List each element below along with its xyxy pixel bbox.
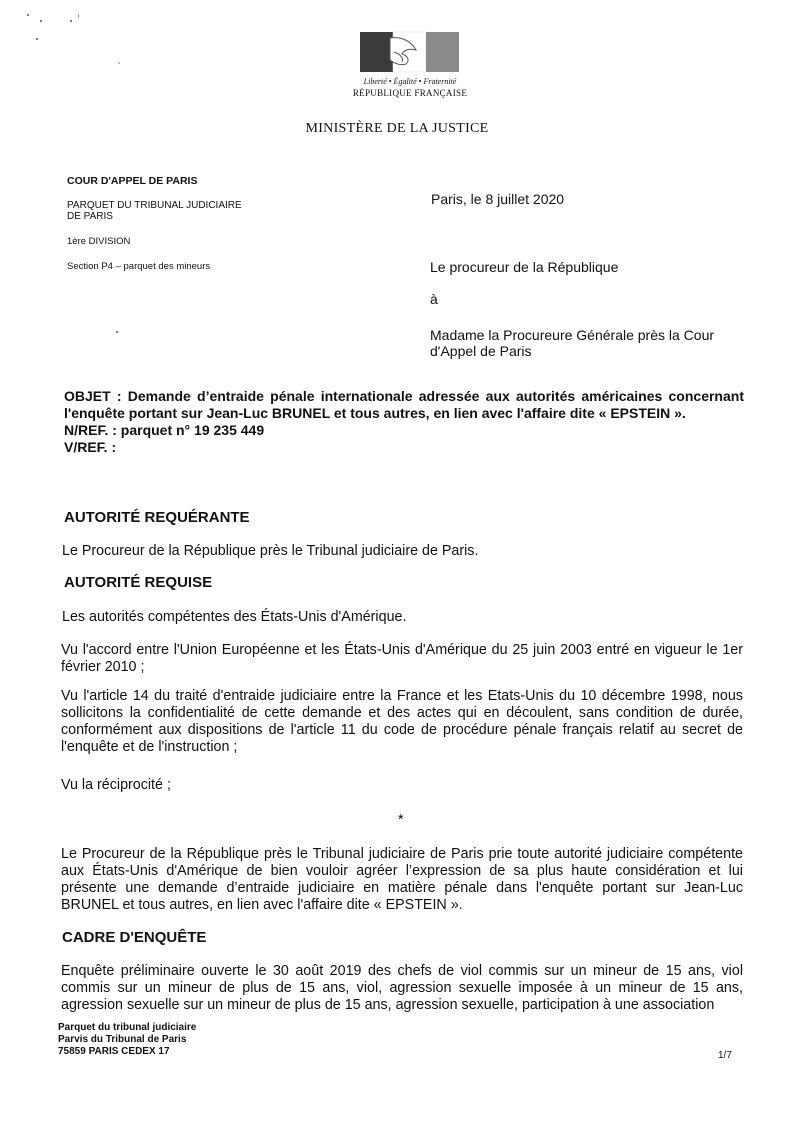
ministry-title: MINISTÈRE DE LA JUSTICE xyxy=(305,121,489,136)
sender-parquet-line2: DE PARIS xyxy=(67,211,113,222)
subject-block xyxy=(64,388,744,456)
page-number: 1/7 xyxy=(718,1050,732,1061)
footer-line3: 75859 PARIS CEDEX 17 xyxy=(58,1046,170,1057)
scan-speck xyxy=(40,20,42,22)
para-vu-reciprocite: Vu la réciprocité ; xyxy=(61,777,171,793)
para-cadre: Enquête préliminaire ouverte le 30 août 2019 des chefs de viol commis sur un mineur de 15 ans, viol commis sur un mineur de plus de 15 ans, viol, agression sexuelle imposée à un mineur de 15 ans, agression sexuelle sur un mineur de plus de 15 ans, agression sexuelle, participation à une association xyxy=(61,963,743,1013)
scan-speck xyxy=(70,20,72,22)
letter-to-line2: d'Appel de Paris xyxy=(430,343,532,359)
scan-speck xyxy=(118,62,120,64)
republic-motto: Liberté • Égalité • Fraternité xyxy=(363,77,457,86)
heading-autorite-requise: AUTORITÉ REQUISE xyxy=(64,574,213,591)
para-requerante: Le Procureur de la République près le Tribunal judiciaire de Paris. xyxy=(62,543,479,559)
letter-from: Le procureur de la République xyxy=(430,259,619,275)
subject-nref: N/REF. : parquet n° 19 235 449 xyxy=(64,422,265,438)
marianne-logo-icon xyxy=(350,30,470,74)
para-requise: Les autorités compétentes des États-Unis d'Amérique. xyxy=(62,609,407,625)
para-vu-accord: Vu l'accord entre l'Union Européenne et les États-Unis d'Amérique du 25 juin 2003 entré en vigueur le 1er février 2010 ; xyxy=(61,642,743,675)
sender-court: COUR D'APPEL DE PARIS xyxy=(67,175,198,187)
subject-objet: OBJET : Demande d’entraide pénale internationale adressée aux autorités américaines concernant l'enquête portant sur Jean-Luc BRUNEL et tous autres, en lien avec l'affaire dite « EPSTEIN ». xyxy=(64,388,744,421)
sender-division: 1ère DIVISION xyxy=(67,236,131,247)
heading-cadre-enquete: CADRE D'ENQUÊTE xyxy=(62,929,207,946)
republic-name: RÉPUBLIQUE FRANÇAISE xyxy=(352,88,468,98)
footer-line1: Parquet du tribunal judiciaire xyxy=(58,1022,197,1033)
subject-vref: V/REF. : xyxy=(64,439,117,455)
sender-parquet-line1: PARQUET DU TRIBUNAL JUDICIAIRE xyxy=(67,200,242,211)
footer-line2: Parvis du Tribunal de Paris xyxy=(58,1034,187,1045)
scan-speck xyxy=(36,38,38,40)
footer-address xyxy=(58,1022,196,1058)
heading-autorite-requerante: AUTORITÉ REQUÉRANTE xyxy=(64,509,250,526)
letter-to-line1: Madame la Procureure Générale près la Cour xyxy=(430,327,715,343)
scan-speck xyxy=(116,331,118,333)
para-demande: Le Procureur de la République près le Tribunal judiciaire de Paris prie toute autorité judiciaire compétente aux États-Unis d'Amérique de bien vouloir agréer l’expression de sa plus haute considération et lui présente une demande d’entraide judiciaire en matière pénale dans l'enquête portant sur Jean-Luc BRUNEL et tous autres, en lien avec l'affaire dite « EPSTEIN ». xyxy=(61,846,743,913)
letter-date: Paris, le 8 juillet 2020 xyxy=(431,191,565,207)
letter-to-word: à xyxy=(430,291,438,307)
republic-logo-block xyxy=(345,30,475,98)
sender-section: Section P4 – parquet des mineurs xyxy=(67,261,211,272)
scan-speck xyxy=(78,15,79,17)
separator-asterisk: * xyxy=(398,812,404,828)
scan-speck xyxy=(27,14,29,16)
para-vu-article: Vu l'article 14 du traité d'entraide judiciaire entre la France et les Etats-Unis du 10 décembre 1998, nous sollicitons la confidentialité de cette demande et des actes qui en découlent, sans condition de durée, conformément aux dispositions de l'article 11 du code de procédure pénale français relatif au secret de l'enquête et de l'instruction ; xyxy=(61,688,743,755)
